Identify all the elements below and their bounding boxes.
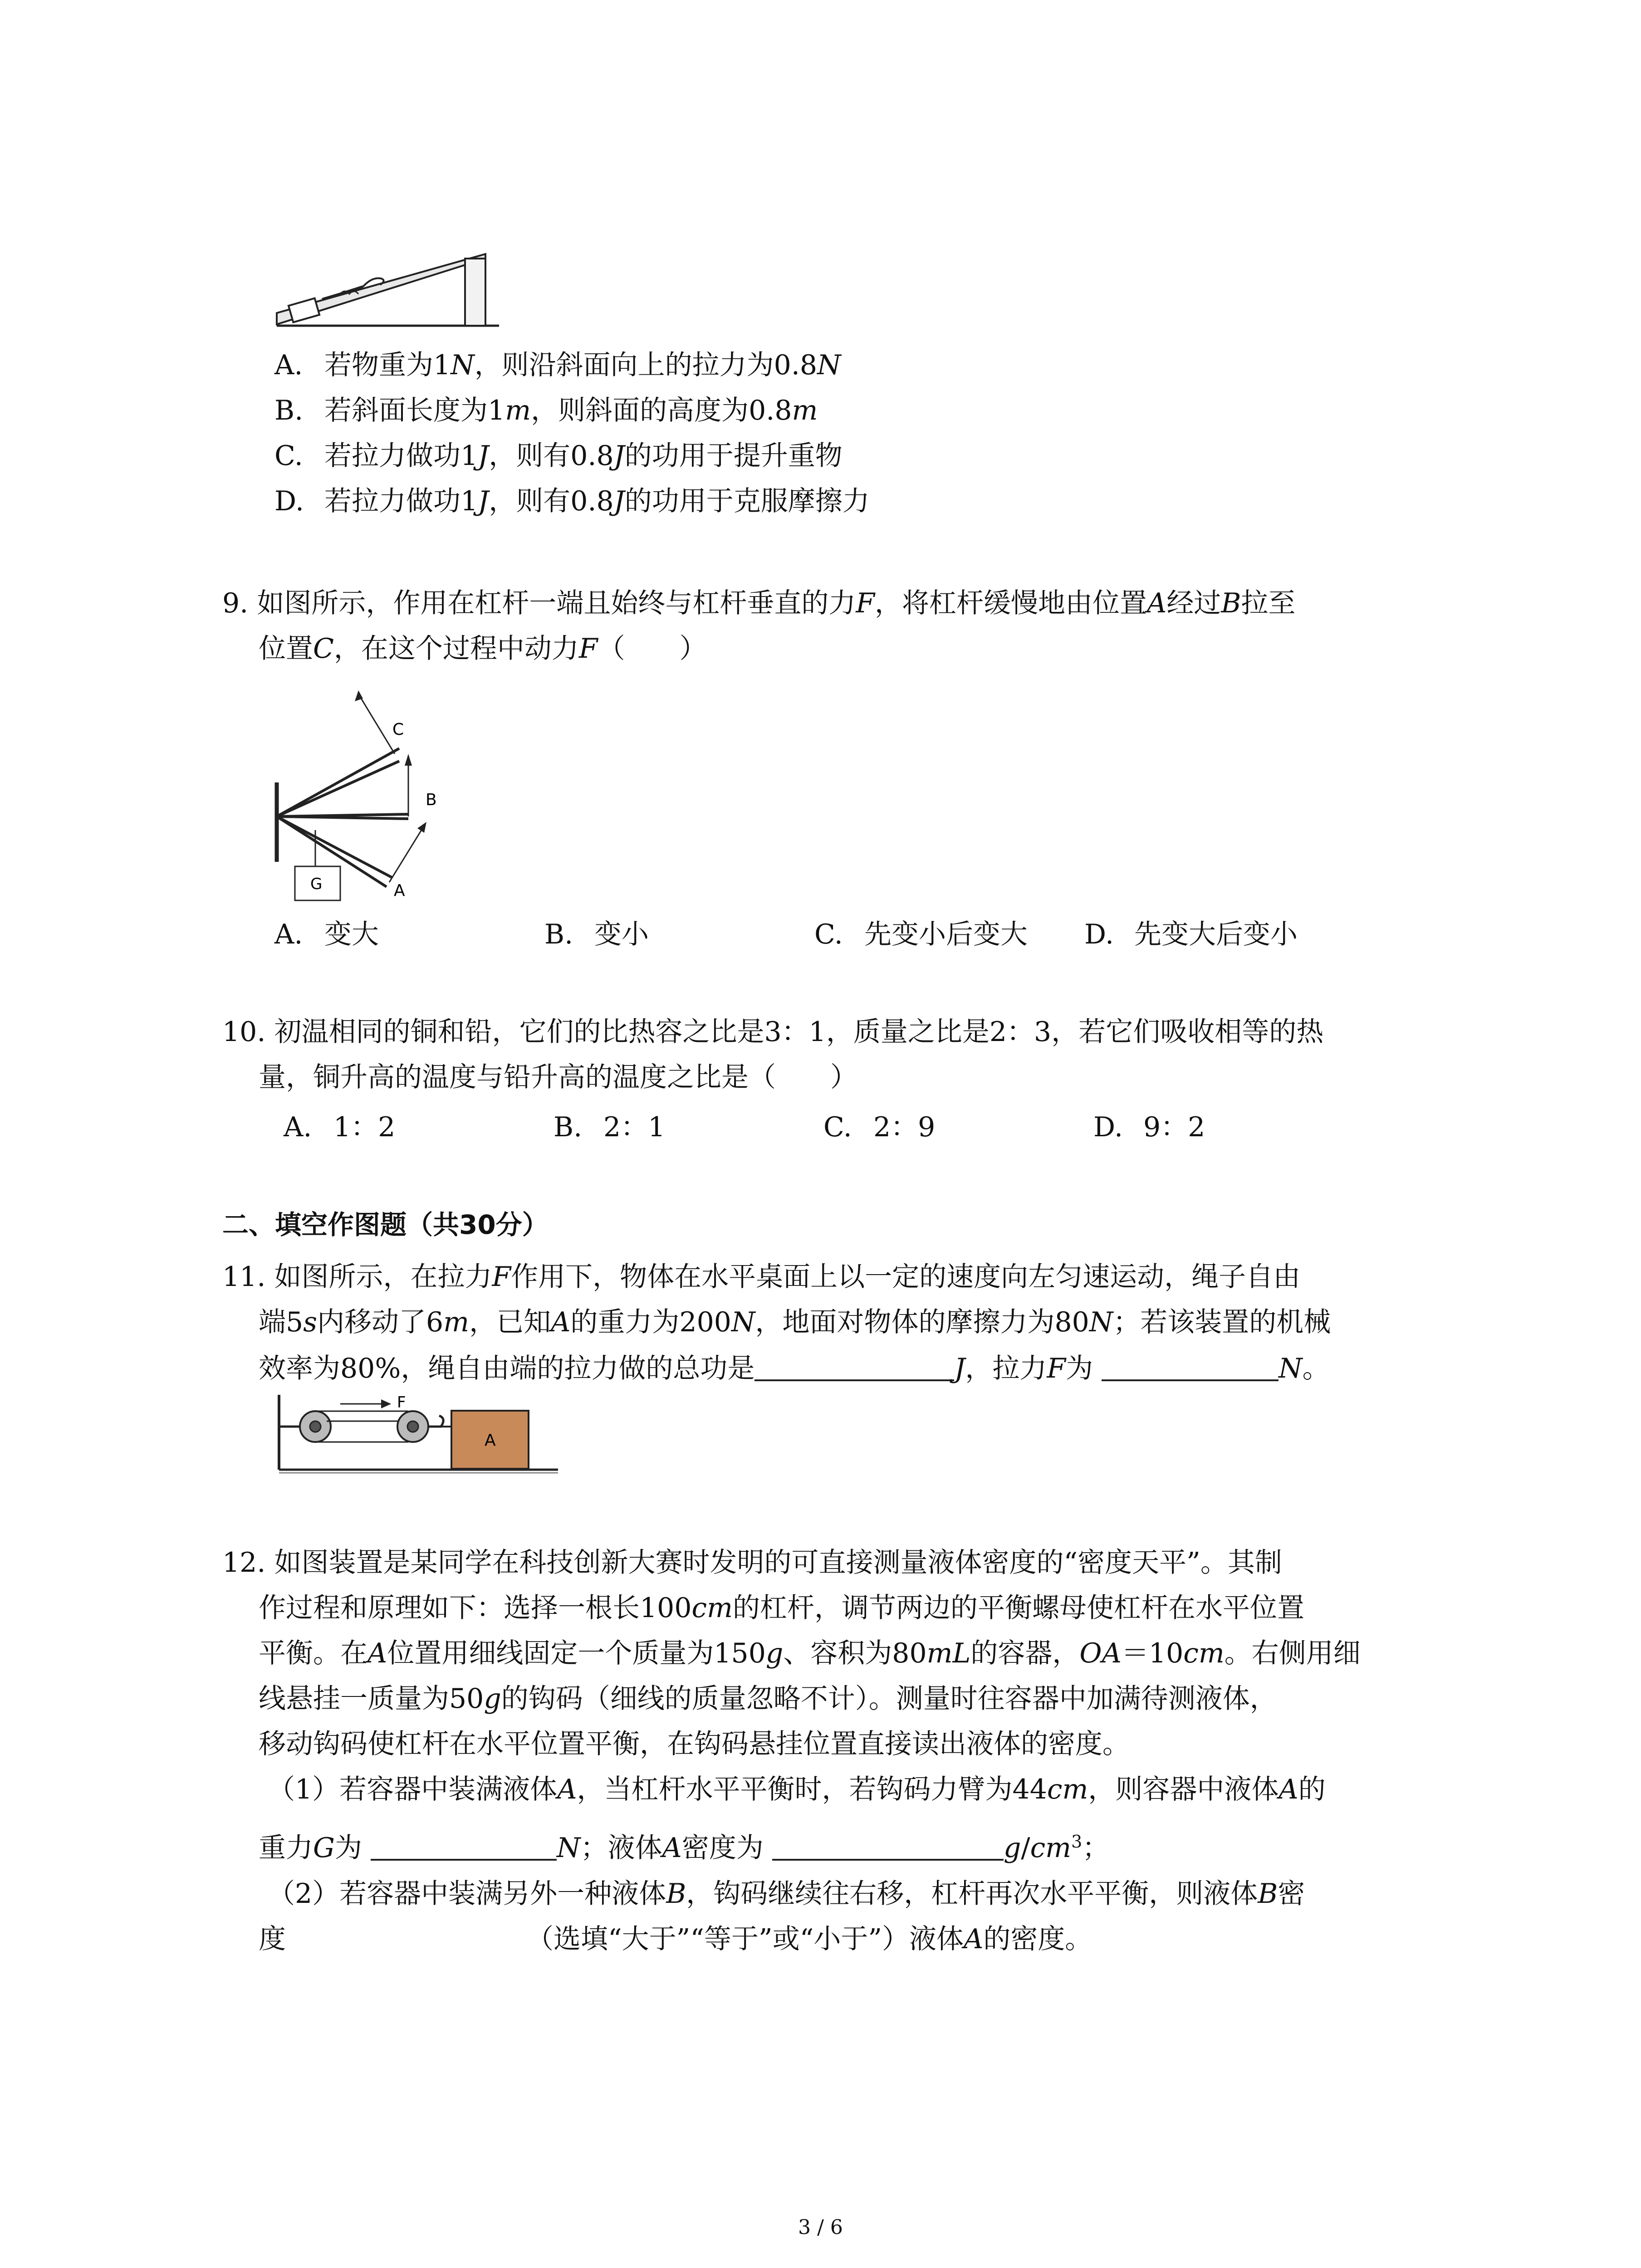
q10-option-d: D. 9：2 (1093, 1111, 1205, 1143)
q10-line-1: 10. 初温相同的铜和铅，它们的比热容之比是3：1，质量之比是2：3，若它们吸收相等的热 (222, 1016, 1324, 1048)
q10-option-a: A. 1：2 (284, 1111, 396, 1143)
q8-option-a: A. 若物重为1N，则沿斜面向上的拉力为0.8N (274, 349, 841, 381)
q12-line-5: 移动钩码使杠杆在水平位置平衡，在钩码悬挂位置直接读出液体的密度。 (259, 1728, 1130, 1760)
q10-option-c: C. 2：9 (823, 1111, 936, 1143)
lever-label-c: C (392, 720, 404, 739)
q9-option-b: B. 变小 (544, 919, 649, 950)
pulley-figure (272, 1390, 563, 1481)
lever-figure (268, 680, 458, 912)
q8-option-b: B. 若斜面长度为1m，则斜面的高度为0.8m (274, 395, 818, 426)
q12-line-2: 作过程和原理如下：选择一根长100cm的杠杆，调节两边的平衡螺母使杠杆在水平位置 (259, 1592, 1305, 1624)
q9-option-c: C. 先变小后变大 (814, 919, 1028, 950)
q12-line-8: （2）若容器中装满另外一种液体B，钩码继续往右移，杠杆再次水平平衡，则液体B密 (268, 1878, 1305, 1910)
q8-option-d: D. 若拉力做功1J，则有0.8J的功用于克服摩擦力 (274, 485, 870, 517)
incline-figure (272, 245, 526, 336)
q11-line-3: 效率为80%，绳自由端的拉力做的总功是 J，拉力F为 N。 (259, 1349, 1330, 1387)
q12-line-4: 线悬挂一质量为50g的钩码（细线的质量忽略不计）。测量时往容器中加满待测液体， (259, 1683, 1277, 1715)
q12-line-7: 重力G为 N；液体A密度为 $g/cm^3$； (259, 1823, 1109, 1866)
q12-line-1: 12. 如图装置是某同学在科技创新大赛时发明的可直接测量液体密度的“密度天平”。其制 (222, 1547, 1282, 1579)
lever-label-g: G (310, 875, 323, 893)
lever-label-b: B (426, 791, 437, 809)
lever-label-a: A (394, 881, 405, 900)
q9-line-1: 9. 如图所示，作用在杠杆一端且始终与杠杆垂直的力F，将杠杆缓慢地由位置A经过B拉至 (222, 587, 1296, 619)
q9-option-d: D. 先变大后变小 (1084, 919, 1298, 950)
q11-line-2: 端5s内移动了6m，已知A的重力为200N，地面对物体的摩擦力为80N；若该装置的机械 (259, 1306, 1331, 1338)
q12-line-6: （1）若容器中装满液体A，当杠杆水平平衡时，若钩码力臂为44cm，则容器中液体A的 (268, 1774, 1326, 1805)
q12-line-9: 度 （选填“大于”“等于”或“小于”）液体A的密度。 (259, 1923, 1092, 1955)
q9-line-2: 位置C，在这个过程中动力F（ ） (259, 633, 707, 665)
q12-blank-weight[interactable] (371, 1829, 557, 1861)
q11-line-1: 11. 如图所示，在拉力F作用下，物体在水平桌面上以一定的速度向左匀速运动，绳子自由 (222, 1261, 1301, 1293)
pulley-label-f: F (397, 1393, 406, 1412)
q12-line-3: 平衡。在A位置用细线固定一个质量为150g、容积为80mL的容器，OA＝10cm。右侧用细 (259, 1637, 1361, 1669)
section-2-title: 二、填空作图题（共30分） (222, 1209, 549, 1240)
q11-blank-pull-force[interactable] (1102, 1349, 1279, 1381)
page-number: 3 / 6 (798, 2216, 843, 2239)
q10-line-2: 量，铜升高的温度与铅升高的温度之比是（ ） (259, 1061, 857, 1093)
q8-option-c: C. 若拉力做功1J，则有0.8J的功用于提升重物 (274, 440, 843, 472)
q10-option-b: B. 2：1 (554, 1111, 666, 1143)
q11-blank-total-work[interactable] (754, 1349, 954, 1381)
pulley-label-a: A (485, 1431, 496, 1450)
q12-blank-density[interactable] (772, 1829, 1004, 1861)
q9-option-a: A. 变大 (274, 919, 379, 950)
